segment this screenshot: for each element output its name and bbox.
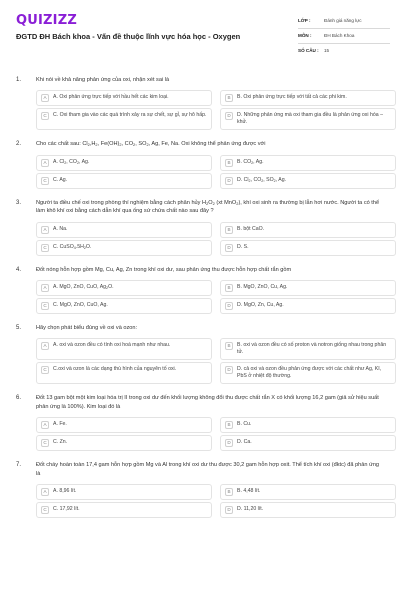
answer-options bbox=[36, 338, 387, 384]
option-text: D. 11,20 lít. bbox=[237, 506, 264, 512]
question-item bbox=[16, 76, 384, 130]
answer-options bbox=[36, 417, 384, 451]
option-letter-box: A bbox=[41, 421, 49, 429]
answer-options bbox=[36, 155, 384, 189]
meta-row-question-count bbox=[298, 44, 390, 59]
question-item bbox=[16, 461, 384, 518]
option-text: D. Ca. bbox=[237, 439, 252, 446]
answer-option[interactable] bbox=[36, 502, 212, 518]
option-text: C. Oxi tham gia vào các quá trình xảy ra sự chết, sự gỉ, sự hô hấp. bbox=[53, 112, 207, 119]
option-text: B. oxi và ozon đều có số proton và notron giống nhau trong phân tử. bbox=[237, 342, 387, 356]
option-text: A. 8,96 lít. bbox=[53, 488, 77, 494]
option-text: A. Fe. bbox=[53, 421, 67, 428]
option-text: B. bột CaO. bbox=[237, 225, 265, 232]
question-text: Người ta điều chế oxi trong phòng thí nghiệm bằng cách phân hủy $H_2O_2$ (xt MnO$_2$), khí oxi sinh ra thường bị lẫn hơi nước. Người ta có thể làm khô khí oxi bằng cách dẫn khí qua ống sứ chứa chất nào sau đây ? bbox=[36, 199, 380, 215]
option-letter-box: C bbox=[41, 112, 49, 120]
option-letter-box: C bbox=[41, 506, 49, 514]
option-letter-box: A bbox=[41, 94, 49, 102]
option-text: D. cả oxi và ozon đều phản ứng được với các chất như Ag, KI, PbS ở nhiệt độ thường. bbox=[237, 366, 382, 380]
question-text: Hãy chọn phát biểu đúng về oxi và ozon: bbox=[36, 324, 138, 331]
answer-option[interactable] bbox=[36, 108, 212, 130]
option-text: A. MgO, ZnO, CuO, $Ag_2O$. bbox=[53, 283, 114, 290]
answer-option[interactable] bbox=[36, 338, 212, 360]
option-text: B. $CO_2$, Ag. bbox=[237, 158, 264, 165]
answer-option[interactable] bbox=[220, 240, 396, 256]
option-letter-box: D bbox=[225, 302, 233, 310]
option-letter-box: D bbox=[225, 439, 233, 447]
question-item bbox=[16, 199, 384, 256]
question-text: Đốt cháy hoàn toàn 17,4 gam hỗn hợp gồm Mg và Al trong khí oxi dư thu được 30,2 gam hỗn hợp oxit. Thể tích khí oxi (đktc) đã phản ứng là bbox=[36, 462, 380, 477]
option-letter-box: D bbox=[225, 366, 233, 374]
answer-option[interactable] bbox=[36, 362, 212, 384]
question-text: Đốt nóng hỗn hợp gồm Mg, Cu, Ag, Zn trong khí oxi dư, sau phản ứng thu được hỗn hợp chất rắn gồm bbox=[36, 266, 292, 273]
option-text: C. MgO, ZnO, CuO, Ag. bbox=[53, 301, 108, 308]
option-letter-box: B bbox=[225, 488, 233, 496]
answer-option[interactable] bbox=[36, 222, 212, 238]
answer-option[interactable] bbox=[220, 155, 396, 171]
worksheet-header bbox=[16, 12, 388, 60]
option-text: A. $Cl_2$, $CO_2$, Ag. bbox=[53, 158, 90, 165]
option-letter-box: A bbox=[41, 488, 49, 496]
option-text: C. $CuSO_4.5H_2O$. bbox=[53, 243, 92, 250]
question-number: 5. bbox=[16, 324, 22, 331]
answer-options bbox=[36, 280, 384, 314]
answer-option[interactable] bbox=[36, 435, 212, 451]
option-letter-box: D bbox=[225, 112, 233, 120]
option-letter-box: B bbox=[225, 342, 233, 350]
option-text: C.oxi và ozon là các dạng thù hình của nguyên tố oxi. bbox=[53, 366, 177, 373]
answer-option[interactable] bbox=[220, 90, 396, 106]
option-letter-box: B bbox=[225, 284, 233, 292]
worksheet-title: ĐGTD ĐH Bách khoa - Vấn đề thuộc lĩnh vực hóa học - Oxygen bbox=[16, 32, 241, 41]
option-letter-box: A bbox=[41, 226, 49, 234]
answer-option[interactable] bbox=[220, 417, 396, 433]
answer-option[interactable] bbox=[36, 298, 212, 314]
question-list bbox=[16, 76, 387, 528]
question-number: 7. bbox=[16, 462, 22, 469]
answer-option[interactable] bbox=[220, 435, 396, 451]
option-letter-box: D bbox=[225, 177, 233, 185]
answer-options bbox=[36, 90, 384, 130]
answer-option[interactable] bbox=[36, 173, 212, 189]
meta-key: SỐ CÂU : bbox=[298, 48, 319, 54]
question-number: 1. bbox=[16, 77, 22, 83]
question-number: 4. bbox=[16, 266, 22, 273]
meta-value: Đánh giá năng lực bbox=[324, 17, 362, 23]
question-number: 3. bbox=[16, 199, 22, 206]
option-text: A. oxi và ozon đều có tính oxi hoá mạnh như nhau. bbox=[53, 342, 171, 349]
option-letter-box: A bbox=[41, 284, 49, 292]
option-text: A. Na. bbox=[53, 225, 68, 232]
answer-option[interactable] bbox=[220, 484, 396, 500]
answer-option[interactable] bbox=[36, 417, 212, 433]
meta-key: MÔN : bbox=[298, 32, 312, 38]
question-text: Khi nói về khả năng phản ứng của oxi, nhận xét sai là bbox=[36, 77, 170, 83]
meta-value: ĐH Bách Khoa bbox=[324, 32, 355, 38]
option-letter-box: C bbox=[41, 439, 49, 447]
answer-option[interactable] bbox=[36, 155, 212, 171]
question-number: 2. bbox=[16, 141, 22, 148]
option-letter-box: D bbox=[225, 506, 233, 514]
answer-options bbox=[36, 222, 384, 256]
answer-option[interactable] bbox=[36, 90, 212, 106]
meta-key: LỚP : bbox=[298, 17, 311, 23]
answer-option[interactable] bbox=[220, 338, 396, 360]
option-text: D. $Cl_2$, $CO_2$, $SO_2$, Ag. bbox=[237, 176, 287, 183]
option-letter-box: D bbox=[225, 244, 233, 252]
option-text: C. Zn. bbox=[53, 439, 68, 446]
question-text: Cho các chất sau: $Cl_2,H_2$, $Fe(OH)_2$, $CO_2$, $SO_2$, Ag, Fe, Na. Oxi không thể phản ứng được với bbox=[36, 141, 266, 148]
option-text: A. Oxi phản ứng trực tiếp với hầu hết các kim loại. bbox=[53, 94, 169, 101]
option-text: B. MgO, ZnO, Cu, Ag. bbox=[237, 283, 288, 290]
option-letter-box: B bbox=[225, 421, 233, 429]
meta-row-class bbox=[298, 14, 390, 29]
option-letter-box: C bbox=[41, 366, 49, 374]
answer-option[interactable] bbox=[36, 280, 212, 296]
option-text: B. 4,48 lít. bbox=[237, 488, 261, 494]
answer-option[interactable] bbox=[220, 222, 396, 238]
answer-option[interactable] bbox=[220, 108, 396, 130]
question-item bbox=[16, 394, 384, 451]
worksheet-meta bbox=[298, 14, 390, 59]
question-item bbox=[16, 266, 384, 314]
option-text: B. Oxi phản ứng trực tiếp với tất cả các phi kim. bbox=[237, 94, 347, 101]
option-letter-box: A bbox=[41, 342, 49, 350]
option-text: C. Ag. bbox=[53, 176, 68, 183]
question-item bbox=[16, 324, 387, 384]
answer-option[interactable] bbox=[220, 502, 396, 518]
meta-value: 15 bbox=[324, 48, 330, 54]
answer-option[interactable] bbox=[220, 173, 396, 189]
answer-option[interactable] bbox=[220, 298, 396, 314]
option-letter-box: B bbox=[225, 226, 233, 234]
option-text: D. MgO, Zn, Cu, Ag. bbox=[237, 301, 284, 308]
answer-option[interactable] bbox=[220, 362, 396, 384]
option-text: C. 17,92 lít. bbox=[53, 506, 80, 512]
answer-options bbox=[36, 484, 384, 518]
answer-option[interactable] bbox=[220, 280, 396, 296]
quizizz-logo: QUIZIZZ bbox=[16, 13, 77, 28]
question-item bbox=[16, 140, 384, 188]
question-text: Đốt 13 gam bột một kim loại hóa trị II trong oxi dư đến khối lượng không đổi thu được chất rắn X có khối lượng 16,2 gam (giả sử hiệu suất phản ứng là 100%). Kim loại đó là bbox=[36, 395, 379, 410]
option-text: B. Cu. bbox=[237, 421, 252, 428]
option-letter-box: C bbox=[41, 177, 49, 185]
meta-row-subject bbox=[298, 29, 390, 44]
option-letter-box: B bbox=[225, 159, 233, 167]
option-text: D. Những phản ứng mà oxi tham gia đều là phản ứng oxi hóa – khử. bbox=[237, 112, 383, 126]
option-letter-box: B bbox=[225, 94, 233, 102]
question-number: 6. bbox=[16, 395, 22, 402]
answer-option[interactable] bbox=[36, 484, 212, 500]
option-text: D. S. bbox=[237, 243, 249, 250]
option-letter-box: A bbox=[41, 159, 49, 167]
answer-option[interactable] bbox=[36, 240, 212, 256]
option-letter-box: C bbox=[41, 244, 49, 252]
option-letter-box: C bbox=[41, 302, 49, 310]
